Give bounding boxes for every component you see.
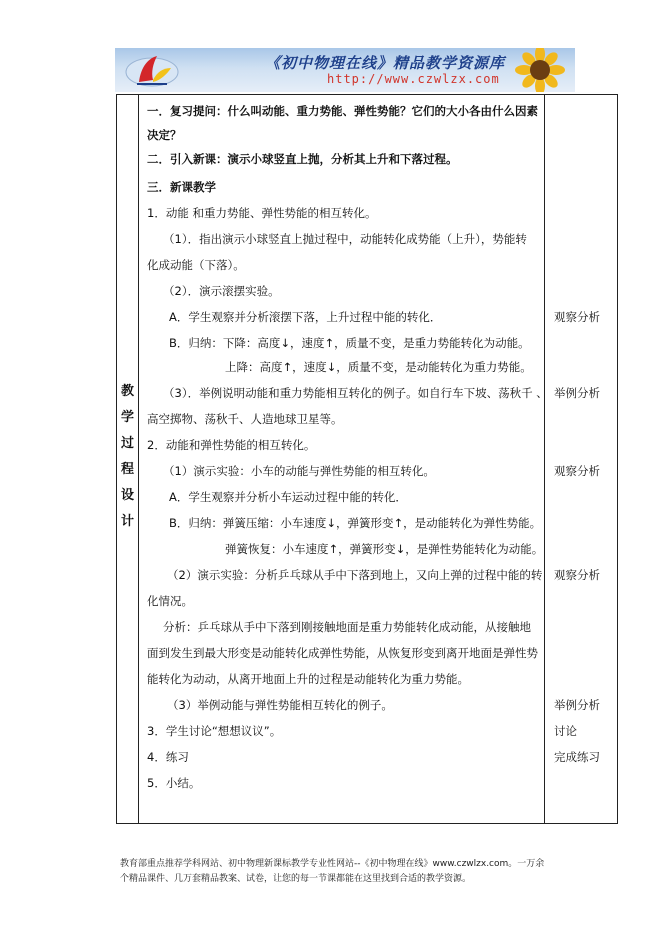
item-1-heading: 1．动能 和重力势能、弹性势能的相互转化。 <box>147 206 377 220</box>
intro-new-lesson: 二．引入新课：演示小球竖直上抛，分析其上升和下落过程。 <box>147 152 458 166</box>
item-1-3-cont: 高空掷物、荡秋千、人造地球卫星等。 <box>147 412 343 426</box>
analysis-line-3: 能转化为动动，从离开地面上升的过程是动能转化为重力势能。 <box>147 672 469 686</box>
side-note: 观察分析 <box>554 568 600 582</box>
column-divider <box>544 95 545 823</box>
section-label-char: 教 <box>120 384 134 399</box>
item-1-2: （2）．演示滚摆实验。 <box>163 284 280 298</box>
analysis-line-1: 分析：乒乓球从手中下落到刚接触地面是重力势能转化成动能，从接触地 <box>163 620 531 634</box>
page-footer <box>120 857 610 887</box>
item-1-2-b-cont: 上降：高度↑，速度↓，质量不变，是动能转化为重力势能。 <box>225 360 532 374</box>
sunflower-icon <box>511 48 569 92</box>
side-note: 完成练习 <box>554 750 600 764</box>
item-1-2-a: A．学生观察并分析滚摆下落，上升过程中能的转化． <box>169 310 442 324</box>
item-2-1-b-cont: 弹簧恢复：小车速度↑，弹簧形变↓，是弹性势能转化为动能。 <box>225 542 544 556</box>
item-5: 5．小结。 <box>147 776 201 790</box>
section-label <box>117 379 138 535</box>
banner-url: http://www.czwlzx.com <box>327 72 500 86</box>
side-note: 举例分析 <box>554 386 600 400</box>
section-label-char: 过 <box>120 436 134 451</box>
side-note: 讨论 <box>554 724 577 738</box>
item-3: 3．学生讨论“想想议议”。 <box>147 724 282 738</box>
item-2-2: （2）演示实验：分析乒乓球从手中下落到地上，又向上弹的过程中能的转 <box>167 568 543 582</box>
item-2-heading: 2．动能和弹性势能的相互转化。 <box>147 438 316 452</box>
item-1-3: （3）．举例说明动能和重力势能相互转化的例子。如自行车下坡、荡秋千 、 <box>163 386 548 400</box>
footer-line: 教育部重点推荐学科网站、初中物理新课标教学专业性网站--《初中物理在线》www.czwlzx.com。一万余 <box>120 859 545 869</box>
footer-line: 个精品课件、几万套精品教案、试卷，让您的每一节课都能在这里找到合适的教学资源。 <box>120 874 472 884</box>
header-banner <box>115 48 575 92</box>
banner-title: 《初中物理在线》精品教学资源库 <box>265 54 506 72</box>
item-2-1-a: A．学生观察并分析小车运动过程中能的转化． <box>169 490 407 504</box>
item-2-3: （3）举例动能与弹性势能相互转化的例子。 <box>167 698 393 712</box>
new-lesson-heading: 三．新课教学 <box>147 180 216 194</box>
analysis-line-2: 面到发生到最大形变是动能转化成弹性势能，从恢复形变到离开地面是弹性势 <box>147 646 538 660</box>
section-label-char: 程 <box>120 462 134 477</box>
item-2-2-cont: 化情况。 <box>147 594 193 608</box>
item-1-1-cont: 化成动能（下落）。 <box>147 258 245 272</box>
side-note: 举例分析 <box>554 698 600 712</box>
side-note: 观察分析 <box>554 464 600 478</box>
item-2-1-b: B．归纳：弹簧压缩：小车速度↓，弹簧形变↑，是动能转化为弹性势能。 <box>169 516 542 530</box>
column-divider <box>138 95 139 823</box>
section-label-char: 学 <box>120 410 134 425</box>
review-question-cont: 决定？ <box>147 128 182 142</box>
item-4: 4．练习 <box>147 750 189 764</box>
lesson-table <box>116 94 618 824</box>
item-1-2-b: B．归纳：下降：高度↓，速度↑，质量不变，是重力势能转化为动能。 <box>169 336 530 350</box>
section-label-char: 计 <box>120 514 134 529</box>
site-logo-icon <box>123 50 181 90</box>
item-1-1: （1）．指出演示小球竖直上抛过程中，动能转化成势能（上升），势能转 <box>163 232 527 246</box>
item-2-1: （1）演示实验：小车的动能与弹性势能的相互转化。 <box>163 464 435 478</box>
section-label-char: 设 <box>120 488 134 503</box>
side-note: 观察分析 <box>554 310 600 324</box>
review-question: 一．复习提问：什么叫动能、重力势能、弹性势能？它们的大小各由什么因素 <box>147 104 538 118</box>
